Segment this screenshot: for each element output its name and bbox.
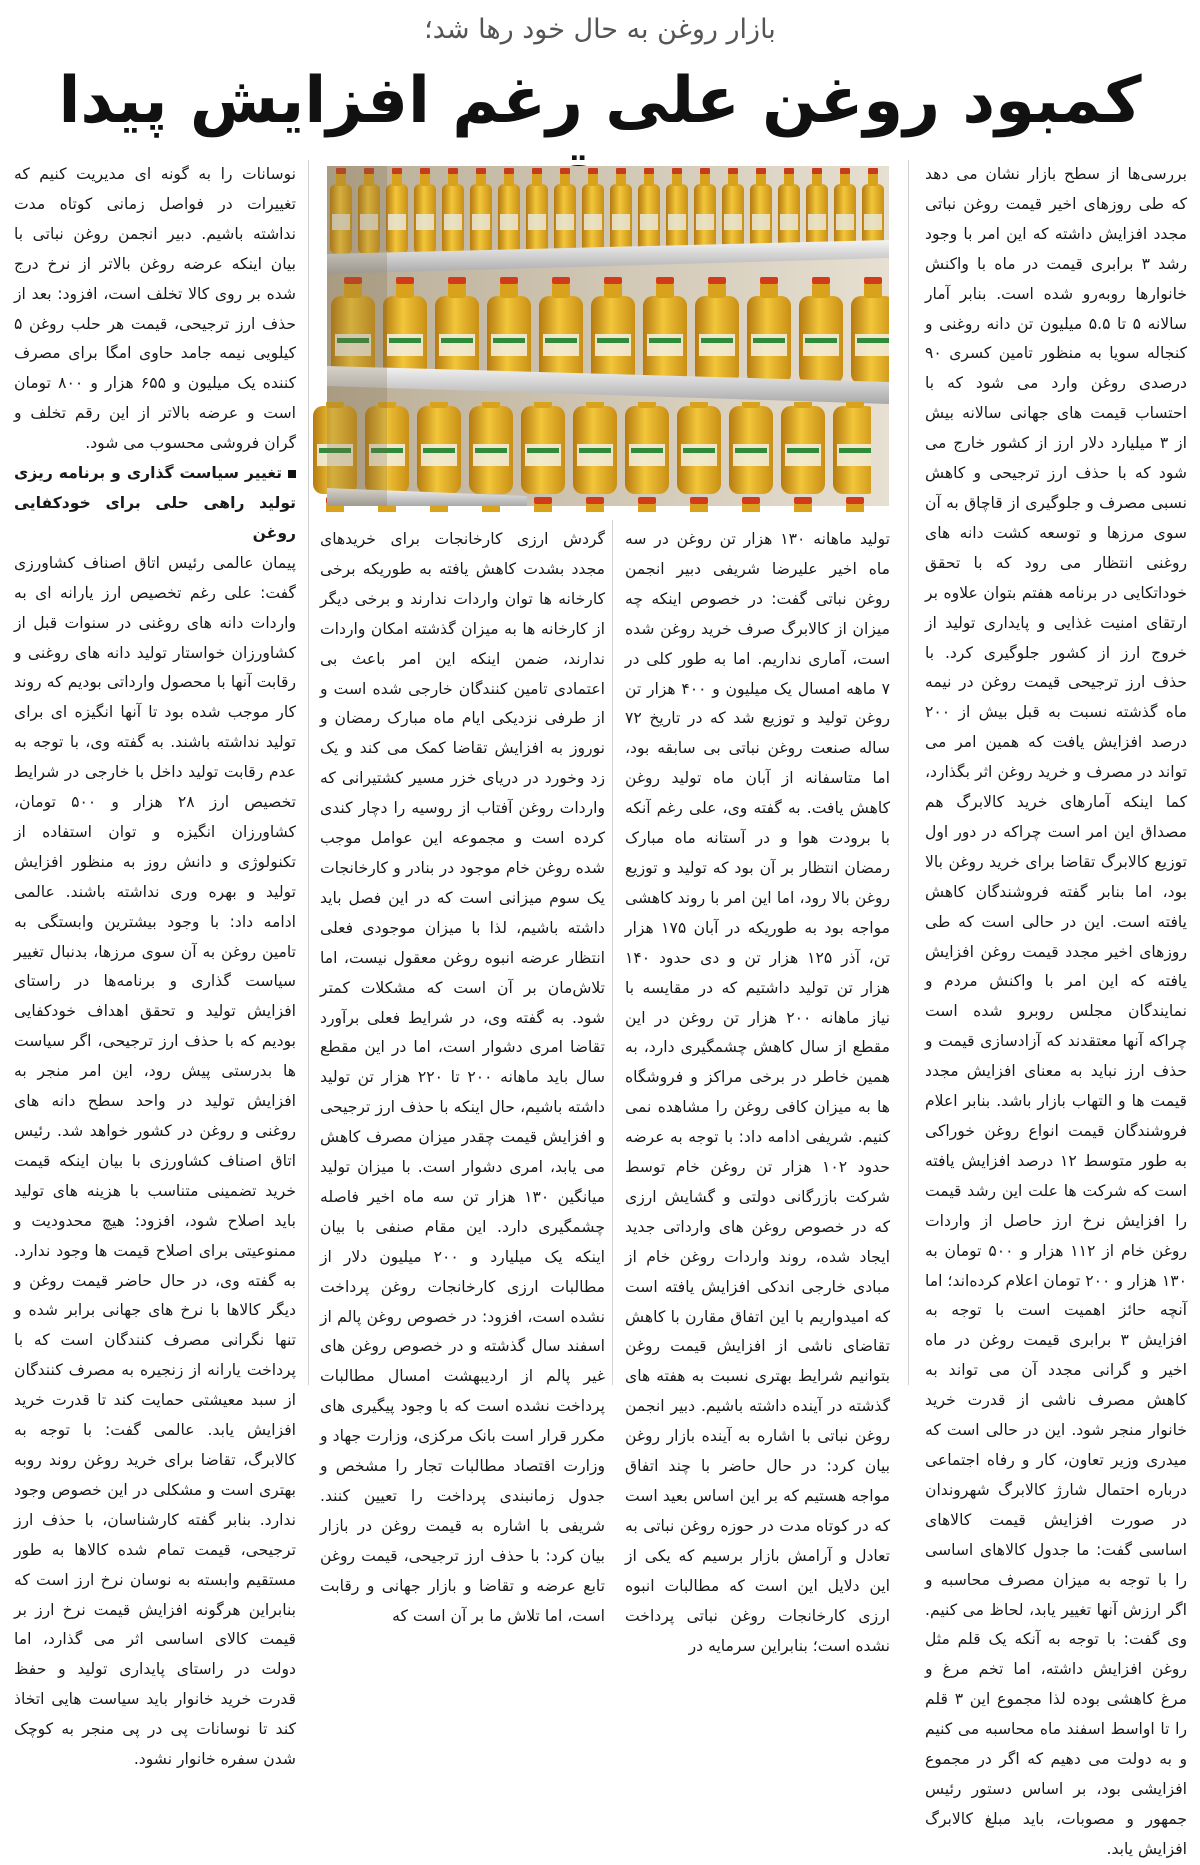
column-3-text: گردش ارزی کارخانجات برای خریدهای مجدد بشدت کاهش یافته به طوریکه برخی کارخانه ها توان واردات ندارند و برخی دیگر از کارخانه ها به میزان گذشته امکان واردات ندارند، ضمن اینکه این امر باعث بی اعتمادی تامین کنندگان خارجی شده است و از طرفی نزدیکی ایام ماه مبارک رمضان و نوروز به افزایش تقاضا کمک می کند و یک زد وخورد در دریای خزر مسیر کشتیرانی که واردات روغن آفتاب از روسیه را دچار کندی کرده است و مجموعه این عوامل موجب شده روغن خام موجود در بنادر و کارخانجات یک سوم میزانی است که در این فصل باید داشته باشیم، لذا با میزان موجودی فعلی انتظار عرضه انبوه روغن معقول نیست، اما تلاش‌مان بر آن است که مشکلات کمتر شود. به گفته وی، در شرایط فعلی برآورد تقاضا امری دشوار است، اما در این مقطع سال باید ماهانه ۲۰۰ تا ۲۲۰ هزار تن تولید داشته باشیم، حال اینکه با حذف ارز ترجیحی و افزایش قیمت چقدر میزان مصرف کاهش می یابد، امری دشوار است. با میزان تولید میانگین ۱۳۰ هزار تن سه ماه اخیر فاصله چشمگیری دارد. این مقام صنفی با بیان اینکه یک میلیارد و ۲۰۰ میلیون دلار از مطالبات ارزی کارخانجات روغن پرداخت نشده است، افزود: در خصوص روغن پالم از اسفند سال گذشته و در خصوص روغن های غیر پالم از اردیبهشت امسال مطالبات پرداخت نشده است که با وجود پیگیری های مکرر قرار است بانک مرکزی، وزارت جهاد و وزارت اقتصاد مطالبات تجار را مشخص و جدول زمانبندی پرداخت را تعیین کنند. شریفی با اشاره به قیمت روغن در بازار بیان کرد: با حذف ارز ترجیحی، قیمت روغن تابع عرضه و تقاضا و بازار جهانی و رقابت است، اما تلاش ما بر آن است که <box>320 530 605 1625</box>
supermarket-oil-shelves-photo <box>327 166 889 506</box>
column-4-body: پیمان عالمی رئیس اتاق اصناف کشاورزی گفت: علی رغم تخصیص ارز یارانه ای به واردات دانه های روغنی در سنوات قبل از کشاورزان خواستار تولید دانه های روغنی و رقابت آنها با محصول وارداتی بودیم که روند کار موجب شده بود تا آنها انگیزه ای برای تولید نداشته باشند. به گفته وی، با توجه به عدم رقابت تولید داخل با خارجی در شرایط تخصیص ارز ۲۸ هزار و ۵۰۰ تومان، کشاورزان انگیزه و توان استفاده از تکنولوژی و دانش روز به منظور افزایش تولید و بهره وری نداشته باشند. عالمی ادامه داد: با وجود بیشترین وابستگی به تامین روغن به آن سوی مرزها، بدنبال تغییر سیاست گذاری و برنامه‌ها در راستای افزایش تولید و تحقق اهداف خودکفایی بودیم که با حذف ارز ترجیحی، اگر سیاست ها بدرستی پیش رود، این امر منجر به افزایش تولید در واحد سطح دانه های روغنی و روغن در کشور خواهد شد. رئیس اتاق اصناف کشاورزی با بیان اینکه قیمت خرید تضمینی متناسب با هزینه های تولید باید اصلاح شود، افزود: هیچ محدودیت و ممنوعیتی برای اصلاح قیمت ها وجود ندارد. به گفته وی، در حال حاضر قیمت روغن و دیگر کالاها با نرخ های جهانی برابر شده و تنها نگرانی مصرف کنندگان است که با پرداخت یارانه از زنجیره به مصرف کنندگان از سبد معیشتی حمایت کند تا قدرت خرید افزایش یابد. عالمی گفت: با توجه به کالابرگ، تقاضا برای خرید روغن روند روبه بهتری است و مشکلی در این خصوص وجود ندارد. بنابر گفته کارشناسان، با حذف ارز ترجیحی، قیمت تمام شده کالاها به طور مستقیم وابسته به نوسان نرخ ارز است که بنابراین هرگونه افزایش قیمت نرخ ارز بر قیمت کالای اساسی اثر می گذارد، اما دولت در راستای پایداری تولید و حفظ قدرت خرید خانوار باید سیاست هایی اتخاذ کند تا نوسانات پی در پی منجر به کوچک شدن سفره خانوار نشود. <box>14 553 296 1769</box>
article-column-4 <box>14 160 296 1769</box>
headline: کمبود روغن علی رغم افزایش پیدا <box>58 64 1142 138</box>
section-subheading <box>14 459 296 549</box>
kicker: بازار روغن به حال خود رها شد؛ <box>424 14 776 45</box>
oil-bottles-illustration <box>327 166 889 506</box>
article-column-3 <box>320 525 605 1625</box>
column-divider <box>908 160 909 1385</box>
column-1-text: بررسی‌ها از سطح بازار نشان می دهد که طی روزهای اخیر قیمت روغن نباتی مجدد افزایش داشته که این امر با وجود رشد ۳ برابری قیمت در ماه با واکنش خانوارها روبه‌رو شده است. بنابر آمار سالانه ۵ تا ۵.۵ میلیون تن دانه روغنی و کنجاله سویا به منظور تامین کسری ۹۰ درصدی روغن وارد می شود که با احتساب قیمت های جهانی سالانه بیش از ۳ میلیارد دلار ارز از کشور خارج می شود که با حذف ارز ترجیحی و کاهش نسبی مصرف و جلوگیری از قاچاق به آن سوی مرزها و توسعه کشت دانه های روغنی انتظار می رود که با تحقق خوداتکایی در برنامه هفتم بتوان علاوه بر ارتقای امنیت غذایی و پایداری تولید از خروج ارز از کشور جلوگیری کرد. با حذف ارز ترجیحی قیمت روغن در نیمه ماه گذشته نسبت به قبل بیش از ۲۰۰ درصد افزایش یافت که همین امر می تواند در مصرف و خرید روغن اثر بگذارد، کما اینکه آمارهای خرید کالابرگ هم مصداق این امر است چراکه در دور اول توزیع کالابرگ تقاضا برای خرید روغن بالا بود، اما بنابر گفته فروشندگان کاهش یافته است. این در حالی است که طی روزهای اخیر مجدد قیمت روغن افزایش یافته که این امر با واکنش مردم و نمایندگان مجلس روبرو شده است چراکه آنها معتقدند که آزادسازی قیمت و حذف ارز نباید به معنای افزایش مجدد قیمت ها و التهاب بازار باشد. بنابر اعلام فروشندگان قیمت انواع روغن خوراکی به طور متوسط ۱۲ درصد افزایش یافته است که شرکت ها علت این رشد قیمت را افزایش نرخ ارز حاصل از واردات روغن خام از ۱۱۲ هزار و ۵۰۰ تومان به ۱۳۰ هزار و ۲۰۰ تومان اعلام کرده‌اند؛ اما آنچه حائز اهمیت است با توجه به افزایش ۳ برابری قیمت روغن در ماه اخیر و گرانی مجدد آن می تواند به کاهش مصرف ناشی از قدرت خرید خانوار منجر شود. این در حالی است که میدری وزیر تعاون، کار و رفاه اجتماعی درباره احتمال شارژ کالابرگ شهروندان در صورت افزایش قیمت کالاهای اساسی گفت: ما جدول کالاهای اساسی را با توجه به میزان مصرف محاسبه و اگر ارزش آنها تغییر یابد، لحاظ می کنیم. وی گفت: با توجه به آنکه یک قلم مثل روغن افزایش داشته، اما تخم مرغ و مرغ کاهشی بوده لذا مجموع این ۳ قلم را تا اواسط اسفند ماه محاسبه می کنیم و به دولت می دهیم که اگر در مجموع افزایشی بود، بر اساس دستور رئیس جمهور و مصوبات، باید مبلغ کالابرگ افزایش یابد. <box>925 165 1188 1858</box>
article-column-1 <box>925 160 1188 1858</box>
column-4-intro: نوسانات را به گونه ای مدیریت کنیم که تغییرات در فواصل زمانی کوتاه مدت نداشته باشیم. دبیر انجمن روغن نباتی با بیان اینکه عرضه روغن بالاتر از نرخ درج شده بر روی کالا تخلف است، افزود: بعد از حذف ارز ترجیحی، قیمت هر حلب روغن ۵ کیلویی نیمه جامد حاوی امگا برای مصرف کننده یک میلیون و ۶۵۵ هزار و ۸۰۰ تومان است و عرضه بالاتر از این رقم تخلف و گران فروشی محسوب می شود. <box>14 165 296 453</box>
square-bullet-icon <box>288 470 296 478</box>
column-divider <box>308 160 309 1385</box>
article-column-2 <box>625 525 890 1655</box>
section-subheading-text: تغییر سیاست گذاری و برنامه ریزی تولید راهی حلی برای خودکفایی روغن <box>14 464 296 542</box>
column-2-text: تولید ماهانه ۱۳۰ هزار تن روغن در سه ماه اخیر علیرضا شریفی دبیر انجمن روغن نباتی گفت: در خصوص اینکه چه میزان از کالابرگ صرف خرید روغن شده است، آماری نداریم. اما به طور کلی در ۷ ماهه امسال یک میلیون و ۴۰۰ هزار تن روغن تولید و توزیع شد که در تاریخ ۷۲ ساله صنعت روغن نباتی بی سابقه بود، اما متاسفانه از آبان ماه تولید روغن کاهش یافت. به گفته وی، علی رغم آنکه با برودت هوا و در آستانه ماه مبارک رمضان انتظار بر آن بود که تولید و توزیع روغن بالا رود، اما این امر با روند کاهشی مواجه بود به طوریکه در آبان ۱۷۵ هزار تن، آذر ۱۲۵ هزار تن و دی حدود ۱۴۰ هزار تن تولید داشتیم که در مقایسه با نیاز ماهانه ۲۰۰ هزار تن روغن در این مقطع از سال کاهش چشمگیری دارد، به همین خاطر در برخی مراکز و فروشگاه ها به میزان کافی روغن را مشاهده نمی کنیم. شریفی ادامه داد: با توجه به عرضه حدود ۱۰۲ هزار تن روغن خام توسط شرکت بازرگانی دولتی و گشایش ارزی که در خصوص روغن های وارداتی جدید ایجاد شده، روند واردات روغن خام از مبادی خارجی اندکی افزایش یافته است که امیدواریم با این اتفاق مقارن با کاهش تقاضای ناشی از افزایش قیمت روغن بتوانیم شرایط بهتری نسبت به هفته های گذشته در آینده داشته باشیم. دبیر انجمن روغن نباتی با اشاره به آینده بازار روغن بیان کرد: در حال حاضر با چند اتفاق مواجه هستیم که بر این اساس بعید است که در کوتاه مدت در حوزه روغن نباتی به تعادل و آرامش بازار برسیم که یکی از این دلایل این است که مطالبات انبوه ارزی کارخانجات روغن نباتی پرداخت نشده است؛ بنابراین سرمایه در <box>625 530 890 1655</box>
column-divider <box>612 520 613 1385</box>
